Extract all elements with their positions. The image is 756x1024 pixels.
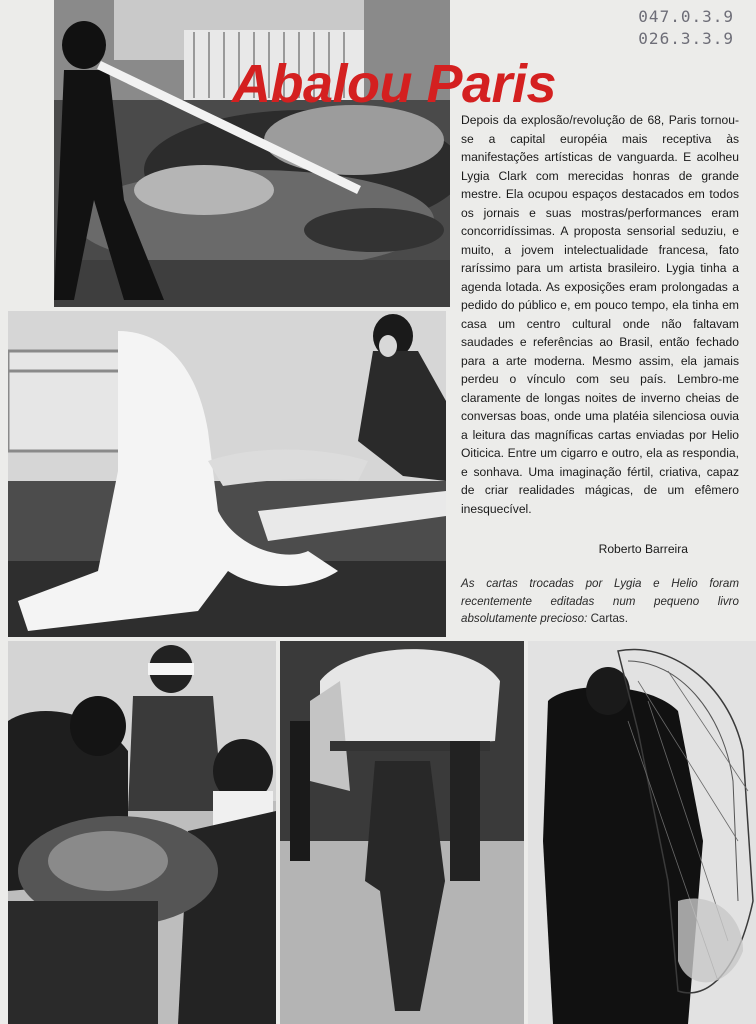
photo-net-figure <box>528 641 756 1024</box>
photo-carrying-bundle <box>280 641 524 1024</box>
article-author: Roberto Barreira <box>598 542 688 556</box>
caption-italic-text: As cartas trocadas por Lygia e Helio foram recentemente editadas num pequeno livro absolutamente precioso: <box>461 577 739 625</box>
archive-catalog-marks <box>614 6 734 50</box>
archive-mark-line-2: 026.3.3.9 <box>638 29 734 48</box>
archive-mark-line-1: 047.0.3.9 <box>638 7 734 26</box>
article-title: Abalou Paris <box>232 54 557 114</box>
photo-performance-tube <box>54 0 450 307</box>
article-caption <box>461 575 739 628</box>
caption-book-title: Cartas. <box>590 612 628 625</box>
photo-performance-sheet <box>8 311 446 637</box>
photo-blindfolded-participants <box>8 641 276 1024</box>
article-body: Depois da explosão/revolução de 68, Paris tornou-se a capital européia mais receptiva às manifestações artísticas de vanguarda. E acolheu Lygia Clark com merecidas honras de grande mestre. Ela ocupou espaços destacados em todos os jornais e suas mostras/performances eram concorridíssimas. A proposta sensorial seduziu, e muito, a jovem intelectualidade francesa, fato raríssimo para um artista brasileiro. Lygia tinha a agenda lotada. As exposições eram prolongadas a pedido do público e, em pouco tempo, ela tinha em casa um centro cultural onde não faltavam saudades e referências ao Brasil, então fechado para a arte moderna. Mesmo assim, ela jamais perdeu o vínculo com seu país. Lembro-me claramente de longas noites de inverno cheias de conversas boas, onde uma platéia silenciosa ouvia a leitura das magníficas cartas enviadas por Helio Oiticica. Entre um cigarro e outro, ela as respondia, e sonhava. Uma imaginação fértil, criativa, capaz de criar realidades mágicas, de um efêmero inesquecível. <box>461 113 739 516</box>
